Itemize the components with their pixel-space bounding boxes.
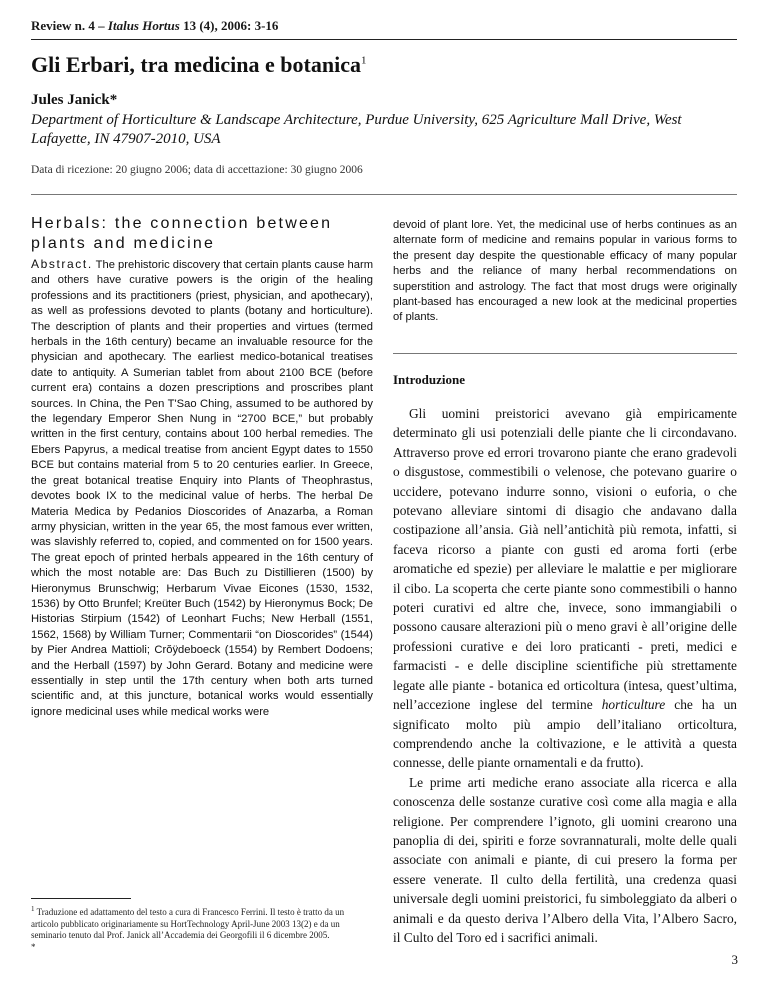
intro-p1-end: che ha un significato molto più ampio dell’italiano orticoltura, comprendendo anche la coltivazione, e le attività a questa connesse, delle piante ornamentali e da frutto). (393, 697, 738, 771)
affiliation: Department of Horticulture & Landscape Architecture, Purdue University, 625 Agriculture Mall Drive, West Lafayette, IN 47907-2010, USA (31, 112, 682, 147)
intro-p1-text: Gli uomini preistorici avevano già empiricamente determinato gli usi potenziali delle piante che li circondavano. Attraverso prove ed errori trovarono piante che erano gradevoli o disgustose, commestibili o velenose, che potevano guarire o uccidere, potevano indurre sonno, visioni o euforia, o che potevano alleviare sintomi di disagio che andavano dalla costipazione all’ansia. Già nell’antichità più remota, infatti, si faceva ricorso a piante con gusti ed aroma forti (erbe aromatiche ed spezie) per alleviare le malattie e per migliorare il cibo. La scoperta che certe piante sono commestibili o hanno poteri curativi ed altre che, invece, sono immangiabili o possono causare alterazioni più o meno gravi è all’origine delle professioni curative e dei loro praticanti - preti, medici e farmacisti - e delle discipline scientifiche più strettamente legate alle piante - botanica ed orticoltura (intesa, quest’ultima, nell’accezione inglese del termine (393, 406, 737, 713)
intro-heading: Introduzione (393, 372, 465, 387)
article-title (31, 52, 737, 78)
volume-info: 13 (4), 2006: 3-16 (183, 18, 279, 33)
article-title-text: Gli Erbari, tra medicina e botanica (31, 52, 361, 77)
intro-body (393, 404, 737, 947)
abstract-text-left: The prehistoric discovery that certain plants cause harm and others have curative powers is the origin of the healing professions and its practitioners (priest, physician, and apothecary), as well as professions devoted to plants (botany and horticulture). The description of plants and their properties and virtues (termed herbals in the 16th century) became an invaluable resource for the physician and apothecary. The earliest medico-botanical treatises date to antiquity. A Sumerian tablet from about 2100 BCE (before current era) contains a dozen prescriptions and proscribes plant sources. In China, the Pen T'Sao Ching, assumed to be authored by the legendary Emperor Shen Nung in “2700 BCE,” but probably written in the first century, contains about 100 herbal remedies. The Ebers Papyrus, a medical treatise from ancient Egypt dates to 1550 BCE but contains material from 5 to 20 centuries earlier. In Greece, the great botanical treatise Enquiry into Plants of Theophrastus, devotes book IX to the medicinal value of herbs. The herbal De Materia Medica by Pedanios Dioscorides of Anazarba, a Roman army physician, written in the year 65, the most famous ever written, was slavishly referred to, copied, and commented on for 1500 years. The great epoch of printed herbals appeared in the 16th century of which the most notable are: Das Buch zu Distillieren (1500) by Hieronymus Brunschwig; Herbarum Vivae Eicones (1530, 1532, 1536) by Otto Brunfel; Kreüter Buch (1542) by Hieronymus Bock; De Historias Stirpium (1542) of Leonhart Fuchs; New Herball (1551, 1562, 1568) by William Turner; Commentarii “on Dioscorides” (1544) by Pier Andrea Mattioli; Crŏÿdeboeck (1554) by Rembert Dodoens; and the Herball (1597) by John Gerard. Botany and medicine were essentially in step until the 17th century when both arts turned scientific and, at this juncture, botanical works would essentially ignore medicinal uses while medical works were (31, 259, 374, 718)
page-number: 3 (731, 952, 738, 967)
section-divider (393, 353, 737, 354)
received-accepted-dates: Data di ricezione: 20 giugno 2006; data di accettazione: 30 giugno 2006 (31, 164, 737, 195)
review-label: Review n. 4 – (31, 18, 108, 33)
footnote-rule (31, 898, 131, 899)
author: Jules Janick* (31, 92, 118, 108)
intro-paragraph-1 (393, 404, 737, 773)
horticulture-term: horticulture (601, 697, 666, 713)
footnote-star: * (31, 941, 36, 952)
english-title: Herbals: the connection between plants and medicine (31, 215, 333, 252)
journal-citation (31, 18, 737, 40)
title-footnote-mark: 1 (360, 54, 367, 67)
intro-paragraph-2: Le prime arti mediche erano associate alla ricerca e alla conoscenza delle sostanze curative così come alla magia e alla religione. Per comprendere l’ignoto, gli uomini crearono una panoplia di dei, spiriti e forze sovrannaturali, molte delle quali associate con animali e piante, di cui presero la forma per essere venerate. Il culto della fertilità, una credenza quasi universale degli uomini preistorici, fu simboleggiato da alberi o animali e da questo deriva l’Albero della Vita, l’Albero Sacro, il Culto del Toro ed i sacrifici animali. (393, 774, 737, 945)
footnote (31, 904, 373, 953)
footnote-text: Traduzione ed adattamento del testo a cura di Francesco Ferrini. Il testo è tratto da un articolo pubblicato originariamente su HortTechnology April-June 2003 13(2) e da un seminario tenuto dal Prof. Janick all’Accademia dei Georgofili il 6 dicembre 2005. (31, 907, 345, 941)
journal-name: Italus Hortus (107, 18, 180, 33)
abstract-left (31, 257, 373, 720)
abstract-right: devoid of plant lore. Yet, the medicinal use of herbs continues as an alternate form of medicine and remains popular in various forms to the present day despite the questionable efficacy of many popular herbs and the reliance of many herbal recommendations on superstition and astrology. The fact that most drugs were originally plant-based has encouraged a new look at the medicinal properties of plants. (393, 219, 737, 324)
footnote-mark: 1 (31, 905, 35, 913)
abstract-label: Abstract. (31, 257, 93, 271)
